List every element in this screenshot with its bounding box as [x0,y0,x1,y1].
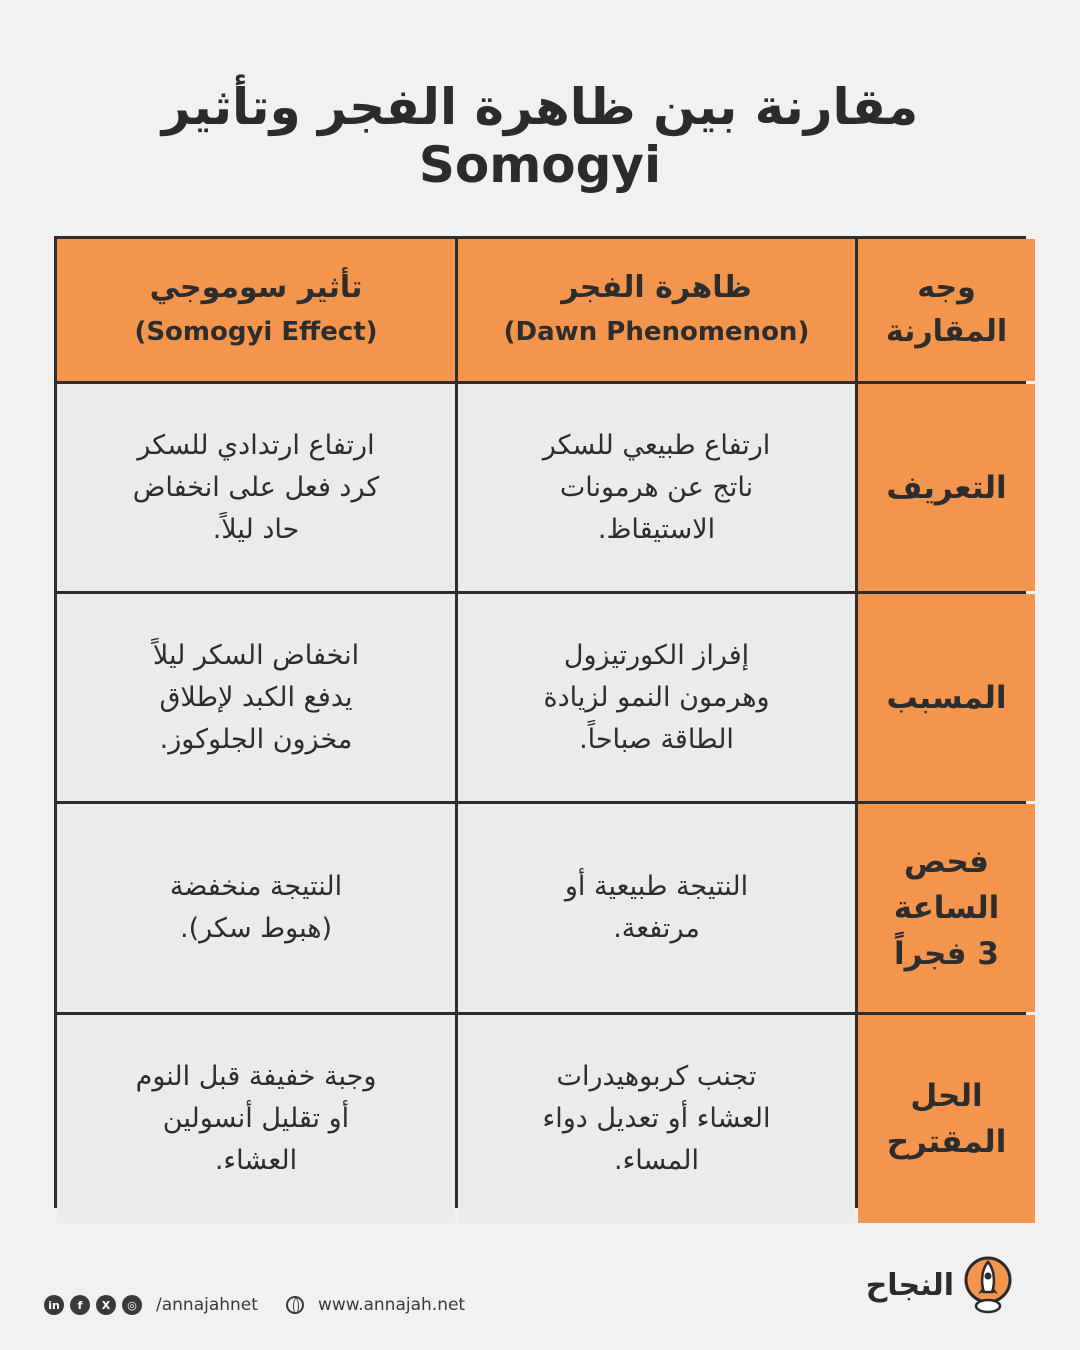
cell-dawn: ارتفاع طبيعي للسكر ناتج عن هرمونات الاستيقاظ. [458,384,855,591]
rocket-icon [964,1256,1012,1314]
cell-dawn: تجنب كربوهيدرات العشاء أو تعديل دواء المساء. [458,1015,855,1223]
facebook-icon[interactable]: f [70,1295,90,1315]
comparison-table [54,236,1026,1208]
header-dawn-ar: ظاهرة الفجر [561,270,752,305]
brand-name: النجاح [865,1267,954,1303]
social-handle[interactable]: /annajahnet [156,1295,258,1315]
header-somogyi-en: (Somogyi Effect) [134,317,378,347]
header-somogyi [57,239,455,381]
cell-dawn: النتيجة طبيعية أو مرتفعة. [458,804,855,1012]
cell-somogyi: انخفاض السكر ليلاً يدفع الكبد لإطلاق مخزون الجلوكوز. [57,594,455,801]
header-aspect: وجه المقارنة [858,239,1035,381]
cell-somogyi: النتيجة منخفضة (هبوط سكر). [57,804,455,1012]
globe-icon [286,1296,304,1314]
brand-logo [866,1256,1012,1314]
header-somogyi-ar: تأثير سوموجي [149,270,363,305]
linkedin-icon[interactable]: in [44,1295,64,1315]
x-icon[interactable]: X [96,1295,116,1315]
footer [44,1290,465,1320]
cell-somogyi: ارتفاع ارتدادي للسكر كرد فعل على انخفاض حاد ليلاً. [57,384,455,591]
website-link[interactable]: www.annajah.net [317,1295,466,1315]
row-label: المسبب [858,594,1035,801]
row-label: الحل المقترح [858,1015,1035,1223]
cell-somogyi: وجبة خفيفة قبل النوم أو تقليل أنسولين العشاء. [57,1015,455,1223]
instagram-icon[interactable]: ◎ [122,1295,142,1315]
page-title: مقارنة بين ظاهرة الفجر وتأثير Somogyi [161,78,919,194]
row-label: فحص الساعة 3 فجراً [858,804,1035,1012]
row-label: التعريف [858,384,1035,591]
header-dawn [458,239,855,381]
header-dawn-en: (Dawn Phenomenon) [503,317,810,347]
cell-dawn: إفراز الكورتيزول وهرمون النمو لزيادة الطاقة صباحاً. [458,594,855,801]
